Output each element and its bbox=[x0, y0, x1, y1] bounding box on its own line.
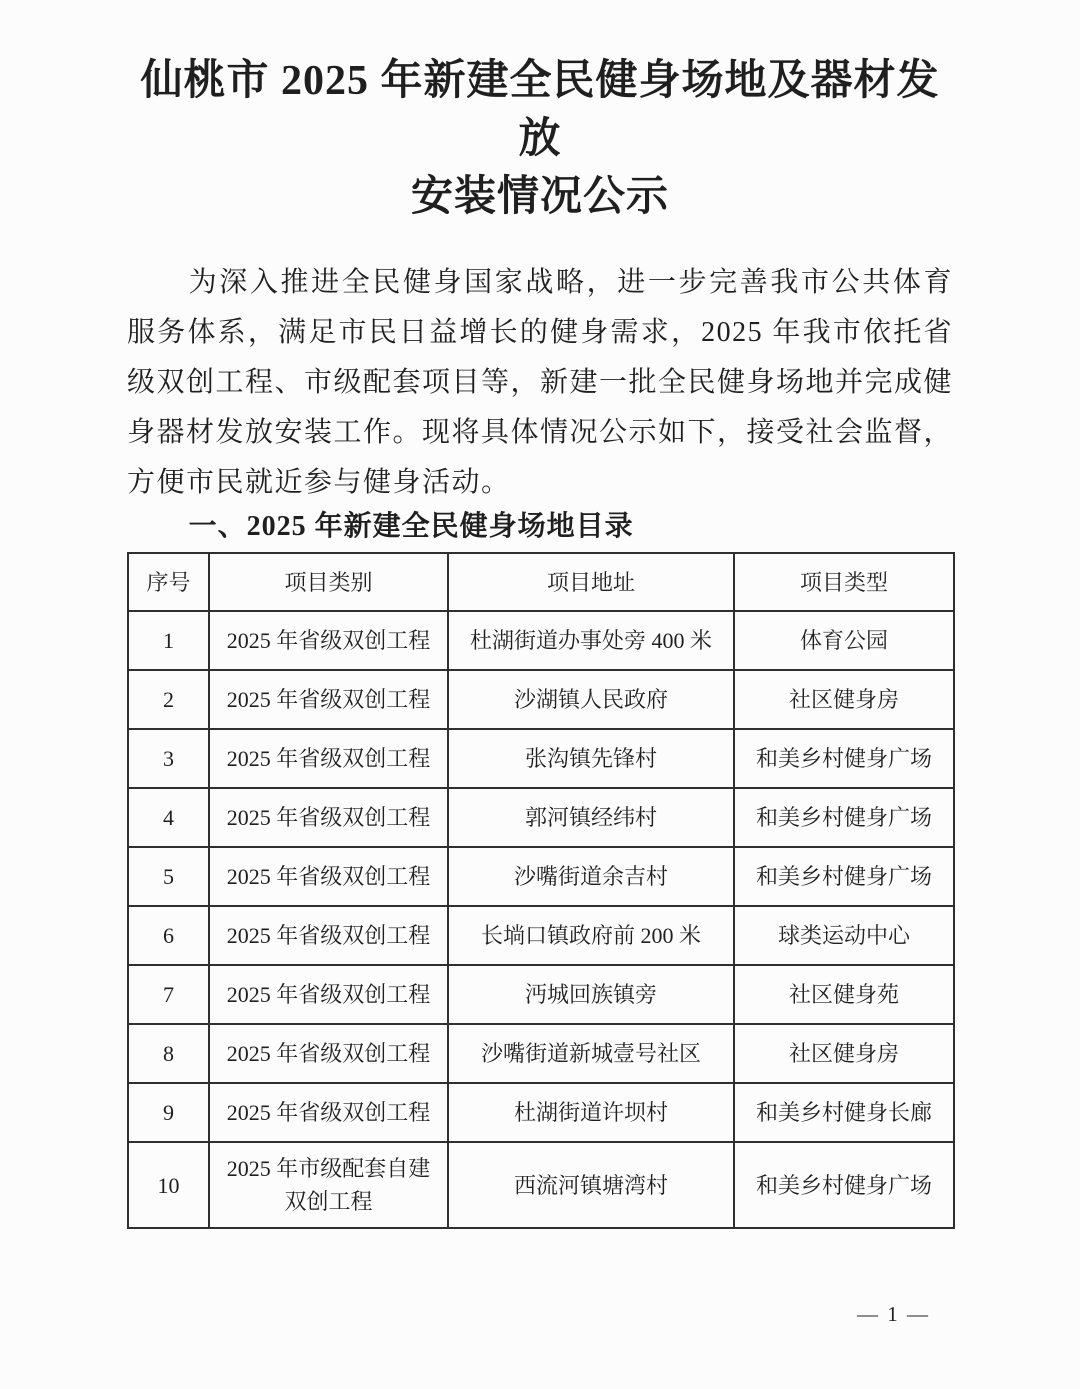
header-cell: 项目类型 bbox=[734, 553, 954, 611]
table-cell: 2025 年省级双创工程 bbox=[209, 611, 448, 670]
table-cell: 和美乡村健身广场 bbox=[734, 729, 954, 788]
table-cell: 2025 年省级双创工程 bbox=[209, 1083, 448, 1142]
table-row bbox=[128, 611, 954, 670]
table-cell: 和美乡村健身广场 bbox=[734, 788, 954, 847]
table-row bbox=[128, 788, 954, 847]
directory-table bbox=[127, 552, 955, 1229]
header-cell: 项目地址 bbox=[448, 553, 734, 611]
table-cell: 2025 年省级双创工程 bbox=[209, 847, 448, 906]
table-cell: 社区健身苑 bbox=[734, 965, 954, 1024]
table-cell: 和美乡村健身长廊 bbox=[734, 1083, 954, 1142]
document-title-line2: 安装情况公示 bbox=[410, 174, 669, 220]
table-cell: 2025 年省级双创工程 bbox=[209, 1024, 448, 1083]
intro-paragraph: 为深入推进全民健身国家战略，进一步完善我市公共体育服务体系，满足市民日益增长的健身需求，2025 年我市依托省级双创工程、市级配套项目等，新建一批全民健身场地并完成健身器材发放安装工作。现将具体情况公示如下，接受社会监督，方便市民就近参与健身活动。 bbox=[127, 267, 954, 498]
table-row bbox=[128, 847, 954, 906]
table-cell: 西流河镇塘湾村 bbox=[448, 1142, 734, 1228]
table-cell: 2025 年市级配套自建双创工程 bbox=[209, 1142, 448, 1228]
table-cell: 7 bbox=[128, 965, 209, 1024]
table-cell: 沔城回族镇旁 bbox=[448, 965, 734, 1024]
table-cell: 沙湖镇人民政府 bbox=[448, 670, 734, 729]
table-row bbox=[128, 965, 954, 1024]
table-cell: 5 bbox=[128, 847, 209, 906]
document-title bbox=[127, 52, 953, 226]
table-cell: 和美乡村健身广场 bbox=[734, 1142, 954, 1228]
document-title-line1: 仙桃市 2025 年新建全民健身场地及器材发放 bbox=[140, 58, 940, 162]
table-row bbox=[128, 1024, 954, 1083]
table-cell: 9 bbox=[128, 1083, 209, 1142]
table-cell: 沙嘴街道新城壹号社区 bbox=[448, 1024, 734, 1083]
table-row bbox=[128, 729, 954, 788]
table-cell: 沙嘴街道余吉村 bbox=[448, 847, 734, 906]
table-cell: 2 bbox=[128, 670, 209, 729]
table-cell: 体育公园 bbox=[734, 611, 954, 670]
table-cell: 3 bbox=[128, 729, 209, 788]
table-cell: 社区健身房 bbox=[734, 670, 954, 729]
table-row bbox=[128, 906, 954, 965]
directory-table-head bbox=[128, 553, 954, 611]
table-row bbox=[128, 670, 954, 729]
table-cell: 10 bbox=[128, 1142, 209, 1228]
table-cell: 郭河镇经纬村 bbox=[448, 788, 734, 847]
table-cell: 2025 年省级双创工程 bbox=[209, 788, 448, 847]
table-cell: 球类运动中心 bbox=[734, 906, 954, 965]
table-row bbox=[128, 1083, 954, 1142]
directory-table-body bbox=[128, 611, 954, 1228]
table-cell: 2025 年省级双创工程 bbox=[209, 670, 448, 729]
table-cell: 8 bbox=[128, 1024, 209, 1083]
table-cell: 1 bbox=[128, 611, 209, 670]
table-cell: 张沟镇先锋村 bbox=[448, 729, 734, 788]
table-cell: 2025 年省级双创工程 bbox=[209, 965, 448, 1024]
table-cell: 和美乡村健身广场 bbox=[734, 847, 954, 906]
table-cell: 杜湖街道许坝村 bbox=[448, 1083, 734, 1142]
page-number: — 1 — bbox=[857, 1302, 930, 1326]
header-cell: 项目类别 bbox=[209, 553, 448, 611]
section-heading: 一、2025 年新建全民健身场地目录 bbox=[188, 511, 634, 542]
table-cell: 6 bbox=[128, 906, 209, 965]
table-cell: 长埫口镇政府前 200 米 bbox=[448, 906, 734, 965]
header-cell: 序号 bbox=[128, 553, 209, 611]
table-header-row bbox=[128, 553, 954, 611]
table-cell: 4 bbox=[128, 788, 209, 847]
table-cell: 社区健身房 bbox=[734, 1024, 954, 1083]
table-row bbox=[128, 1142, 954, 1228]
table-cell: 2025 年省级双创工程 bbox=[209, 729, 448, 788]
table-cell: 杜湖街道办事处旁 400 米 bbox=[448, 611, 734, 670]
table-cell: 2025 年省级双创工程 bbox=[209, 906, 448, 965]
